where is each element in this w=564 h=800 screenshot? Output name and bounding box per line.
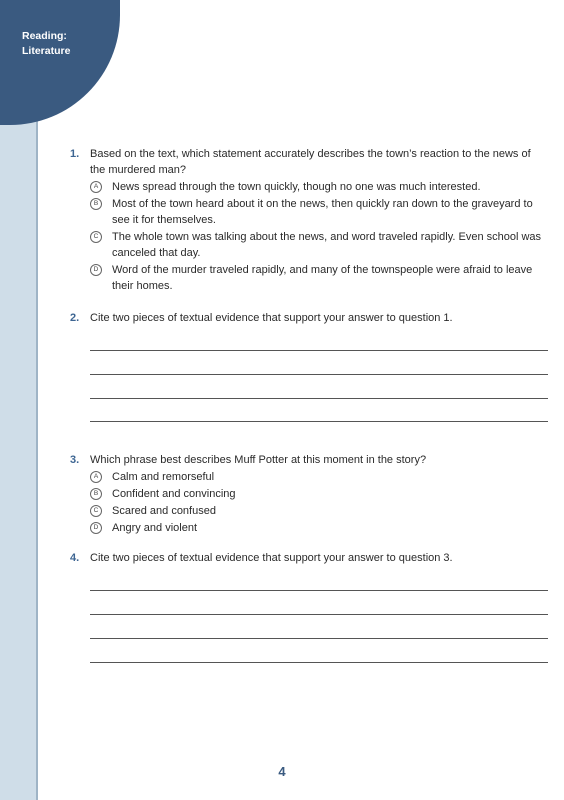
answer-line[interactable] — [90, 374, 548, 375]
choice-text: Confident and convincing — [112, 488, 236, 500]
question-number: 2. — [70, 312, 80, 324]
choice-a[interactable] — [90, 469, 548, 485]
question-3 — [70, 452, 548, 537]
answer-line[interactable] — [90, 398, 548, 399]
choice-text: The whole town was talking about the news, and word traveled rapidly. Even school was canceled that day. — [112, 231, 542, 259]
question-text: Cite two pieces of textual evidence that support your answer to question 3. — [90, 552, 453, 564]
answer-bubble[interactable]: B — [90, 198, 102, 210]
question-number: 1. — [70, 148, 80, 160]
page-number: 4 — [278, 764, 286, 779]
answer-line[interactable] — [90, 590, 548, 591]
choice-text: Word of the murder traveled rapidly, and many of the townspeople were afraid to leave their homes. — [112, 264, 533, 292]
choice-text: News spread through the town quickly, though no one was much interested. — [112, 181, 481, 193]
choice-d[interactable] — [90, 262, 548, 294]
choice-c[interactable] — [90, 229, 548, 261]
answer-bubble[interactable]: D — [90, 264, 102, 276]
answer-bubble[interactable]: C — [90, 231, 102, 243]
question-number: 4. — [70, 552, 80, 564]
answer-choices — [90, 179, 548, 294]
section-label: Reading: Literature — [22, 30, 71, 57]
choice-a[interactable] — [90, 179, 548, 195]
answer-line[interactable] — [90, 662, 548, 663]
choice-d[interactable] — [90, 520, 548, 536]
choice-text: Most of the town heard about it on the news, then quickly ran down to the graveyard to see it for themselves. — [112, 198, 533, 226]
answer-line[interactable] — [90, 614, 548, 615]
question-number: 3. — [70, 454, 80, 466]
question-2 — [70, 310, 548, 326]
question-text: Based on the text, which statement accurately describes the town’s reaction to the news of the murdered man? — [90, 148, 531, 176]
question-text: Which phrase best describes Muff Potter at this moment in the story? — [90, 454, 427, 466]
answer-choices — [90, 469, 548, 536]
answer-bubble[interactable]: B — [90, 488, 102, 500]
question-1 — [70, 146, 548, 295]
answer-line[interactable] — [90, 421, 548, 422]
answer-bubble[interactable]: A — [90, 471, 102, 483]
choice-text: Calm and remorseful — [112, 471, 215, 483]
choice-b[interactable] — [90, 196, 548, 228]
answer-bubble[interactable]: D — [90, 522, 102, 534]
answer-line[interactable] — [90, 350, 548, 351]
question-4 — [70, 550, 548, 566]
answer-bubble[interactable]: C — [90, 505, 102, 517]
choice-c[interactable] — [90, 503, 548, 519]
choice-text: Angry and violent — [112, 522, 197, 534]
answer-line[interactable] — [90, 638, 548, 639]
question-text: Cite two pieces of textual evidence that support your answer to question 1. — [90, 312, 453, 324]
choice-b[interactable] — [90, 486, 548, 502]
section-tab — [0, 0, 120, 125]
answer-bubble[interactable]: A — [90, 181, 102, 193]
choice-text: Scared and confused — [112, 505, 216, 517]
